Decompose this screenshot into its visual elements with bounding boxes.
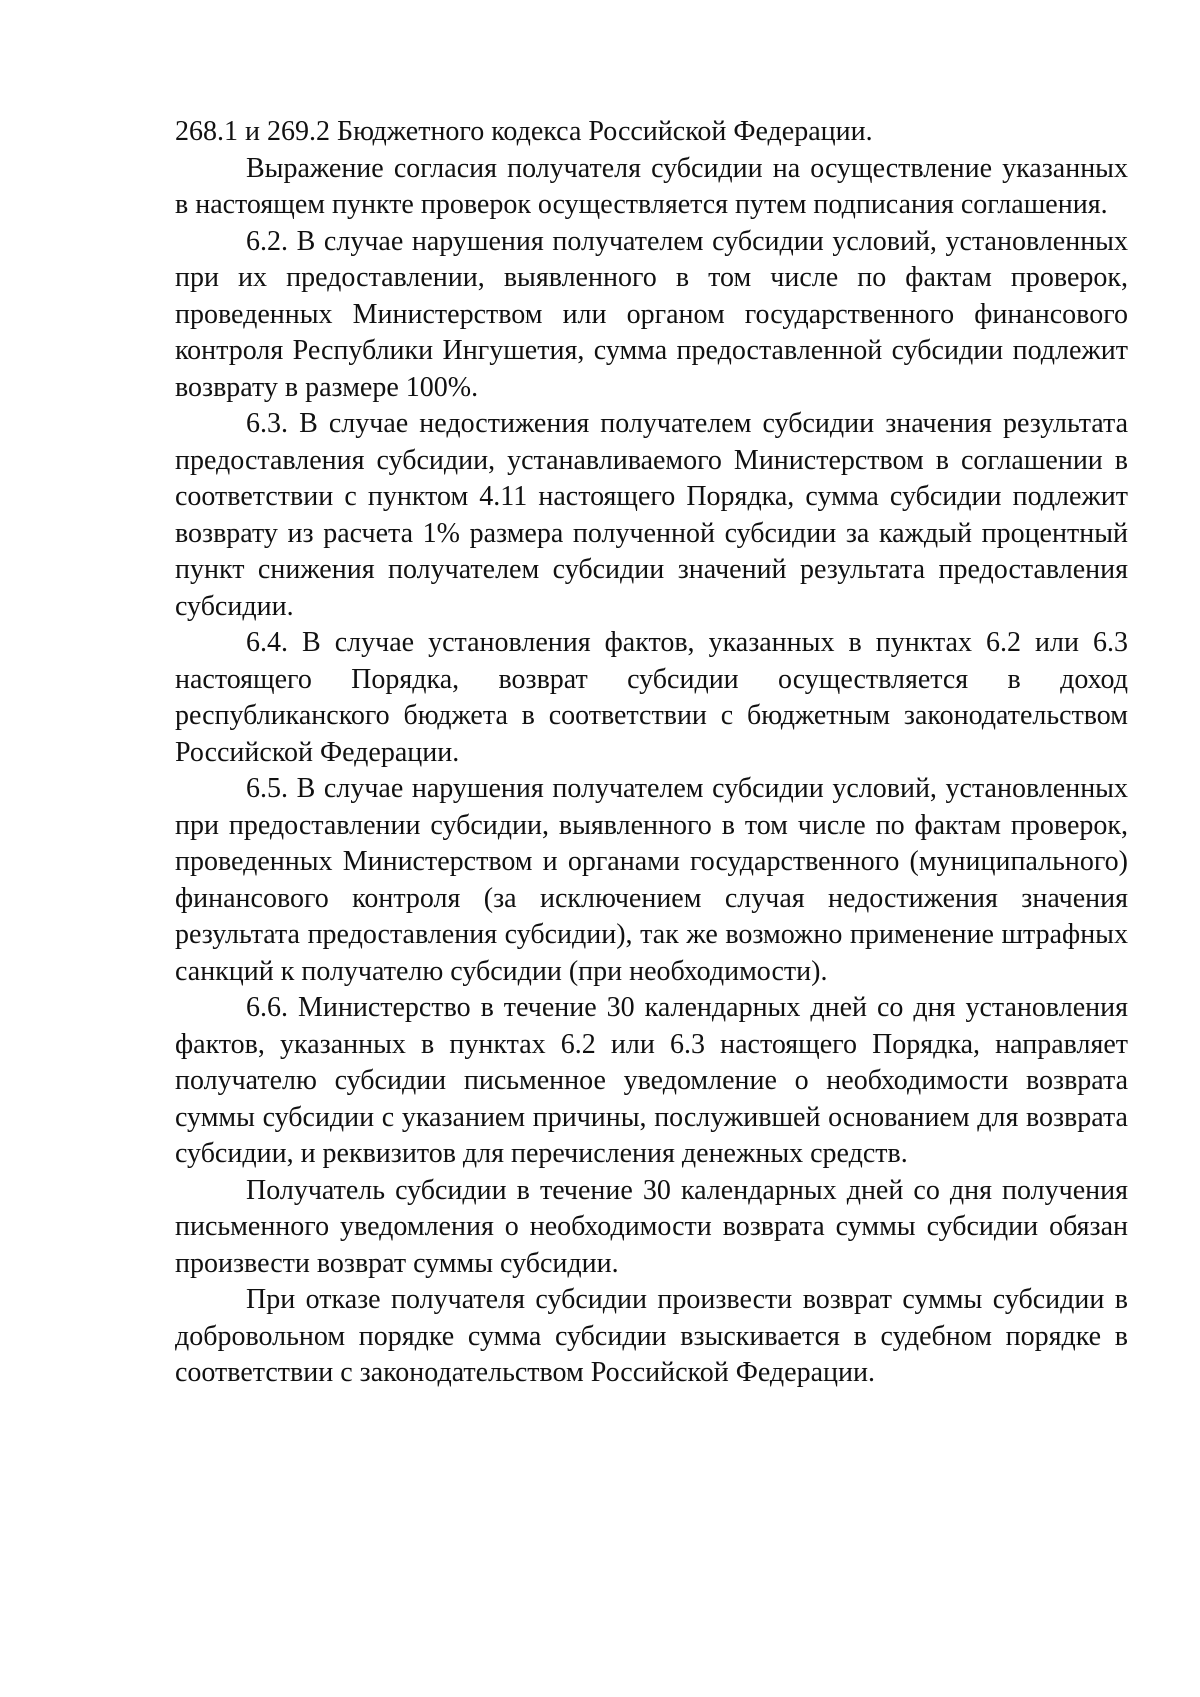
paragraph-recipient-return: Получатель субсидии в течение 30 календарных дней со дня получения письменного уведомления о необходимости возврата суммы субсидии обязан произвести возврат суммы субсидии. [175,1174,1128,1279]
paragraph-6-6: 6.6. Министерство в течение 30 календарных дней со дня установления фактов, указанных в пунктах 6.2 или 6.3 настоящего Порядка, направляет получателю субсидии письменное уведомление о необходимости возврата суммы субсидии с указанием причины, послужившей основанием для возврата субсидии, и реквизитов для перечисления денежных средств. [175,992,1128,1169]
paragraph-6-2: 6.2. В случае нарушения получателем субсидии условий, установленных при их предоставлении, выявленного в том числе по фактам проверок, проведенных Министерством или органом государственного финансового контроля Республики Ингушетия, сумма предоставленной субсидии подлежит возврату в размере 100%. [175,225,1128,403]
paragraph-refusal: При отказе получателя субсидии произвести возврат суммы субсидии в добровольном порядке сумма субсидии взыскивается в судебном порядке в соответствии с законодательством Российской Федерации. [175,1284,1128,1388]
document-body [175,114,1128,1392]
paragraph-6-4: 6.4. В случае установления фактов, указанных в пунктах 6.2 или 6.3 настоящего Порядка, возврат субсидии осуществляется в доход республиканского бюджета в соответствии с бюджетным законодательством Российской Федерации. [175,627,1128,768]
paragraph-6-5: 6.5. В случае нарушения получателем субсидии условий, установленных при предоставлении субсидии, выявленного в том числе по фактам проверок, проведенных Министерством и органами государственного (муниципального) финансового контроля (за исключением случая недостижения значения результата предоставления субсидии), так же возможно применение штрафных санкций к получателю субсидии (при необходимости). [175,773,1128,987]
paragraph-continuation: 268.1 и 269.2 Бюджетного кодекса Российской Федерации. [175,116,873,147]
paragraph-consent: Выражение согласия получателя субсидии на осуществление указанных в настоящем пункте проверок осуществляется путем подписания соглашения. [175,152,1128,220]
paragraph-6-3: 6.3. В случае недостижения получателем субсидии значения результата предоставления субсидии, устанавливаемого Министерством в соглашении в соответствии с пунктом 4.11 настоящего Порядка, сумма субсидии подлежит возврату из расчета 1% размера полученной субсидии за каждый процентный пункт снижения получателем субсидии значений результата предоставления субсидии. [175,408,1128,622]
